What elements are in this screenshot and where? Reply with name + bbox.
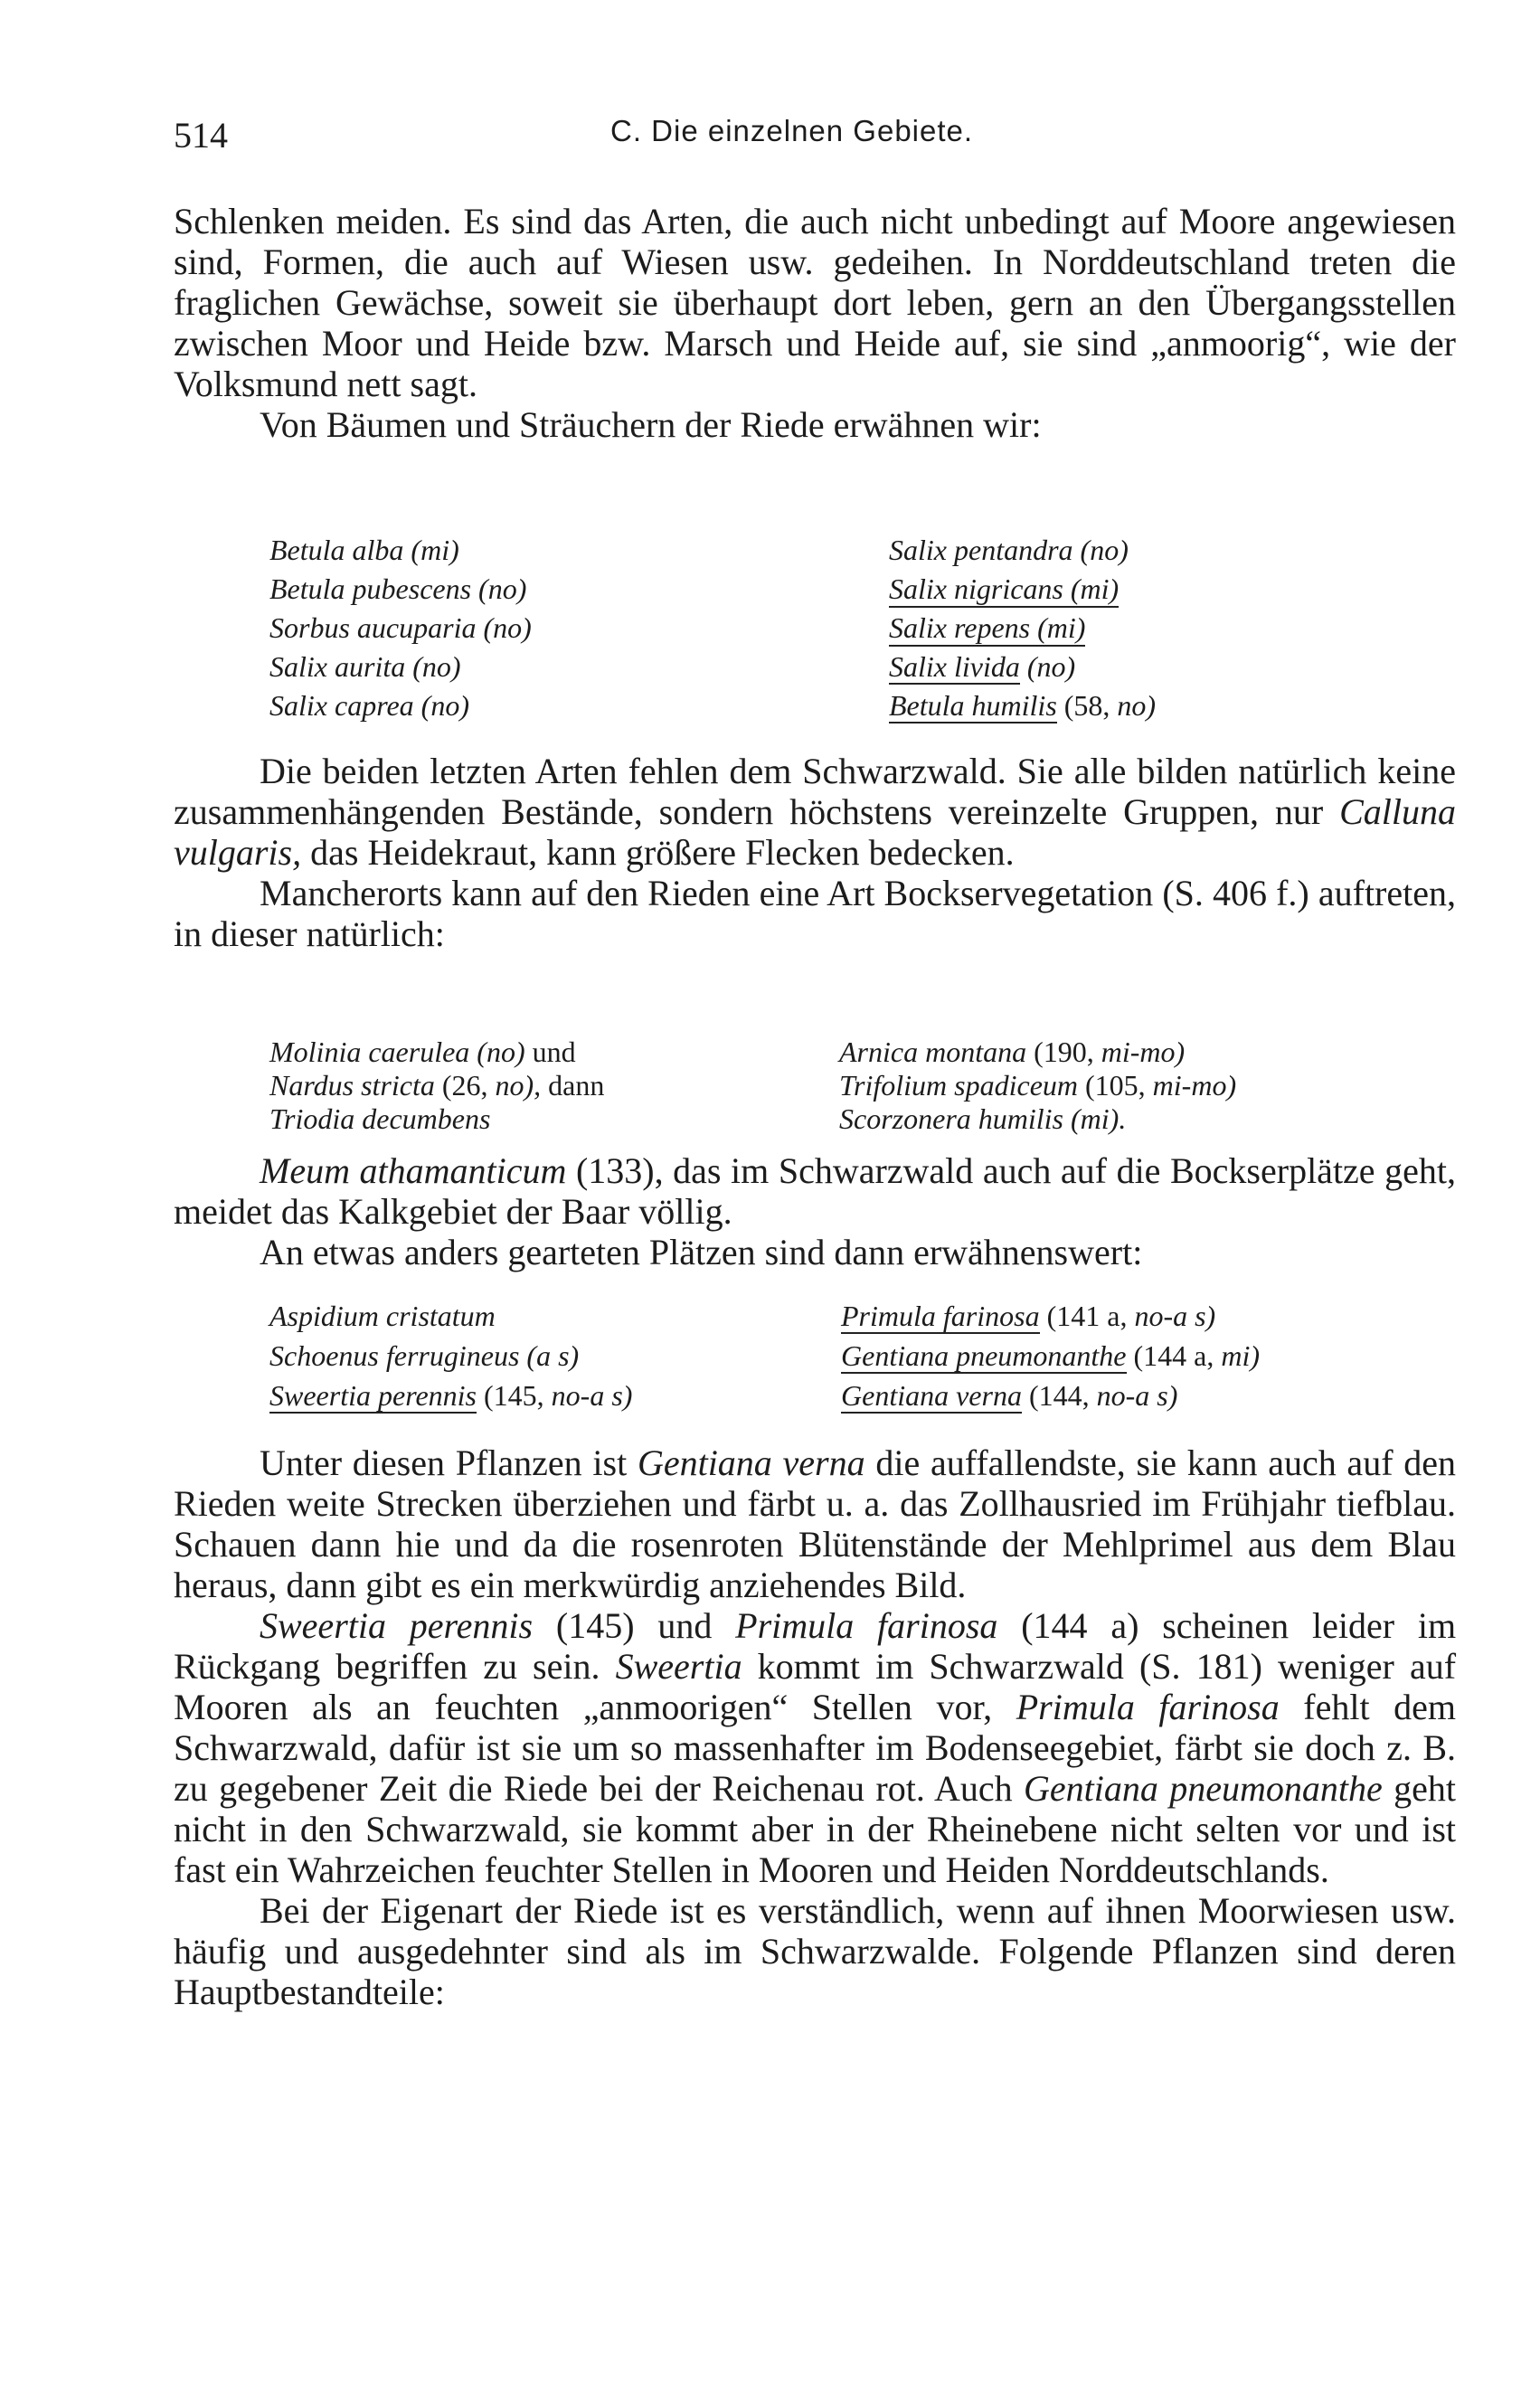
species-item: Gentiana pneumonanthe (144 a, mi) [841,1339,1261,1372]
species-list-other [269,1300,1445,1419]
paragraph: Die beiden letzten Arten fehlen dem Schwarzwald. Sie alle bilden natürlich keine zusammenhängenden Bestände, sondern höchstens vereinzelte Gruppen, nur Calluna vulgaris, das Heidekraut, kann größere Flecken bedecken. [174,751,1457,873]
species-item: Salix nigricans (mi) [889,572,1119,608]
species-item: Gentiana verna (144, no-a s) [841,1379,1178,1412]
page-header [174,114,1449,168]
paragraph: Schlenken meiden. Es sind das Arten, die auch nicht unbedingt auf Moore angewiesen sind, Formen, die auch auf Wiesen usw. gedeihen. In Norddeutschland treten die fraglichen Gewächse, soweit sie überhaupt dort leben, gern an den Übergangsstellen zwischen Moor und Heide bzw. Marsch und Heide auf, sie sind „anmoorig“, wie der Volksmund nett sagt. [174,201,1456,404]
paragraph-block-2 [174,751,1456,954]
species-item: Betula humilis (58, no) [889,689,1157,722]
list-row [269,1036,1445,1069]
list-row [269,1102,1445,1136]
species-item: Betula alba (mi) [269,534,459,566]
species-item: Betula pubescens (no) [269,572,527,605]
paragraph: Meum athamanticum (133), das im Schwarzwald auch auf die Bockserplätze geht, meidet das Kalkgebiet der Baar völlig. [174,1150,1456,1232]
list-row [269,1069,1445,1102]
species-item: Aspidium cristatum [269,1300,496,1332]
species-item: Salix livida (no) [889,650,1076,683]
species-item: Nardus stricta (26, no), dann [269,1069,605,1102]
paragraph: Sweertia perennis (145) und Primula farinosa (144 a) scheinen leider im Rückgang begriffen zu sein. Sweertia kommt im Schwarzwald (S. 181) weniger auf Mooren als an feuchten „anmoorigen“ Stellen vor, Primula farinosa fehlt dem Schwarzwald, dafür ist sie um so massenhafter im Bodenseegebiet, färbt sie doch z. B. zu gegebener Zeit die Riede bei der Reichenau rot. Auch Gentiana pneumonanthe geht nicht in den Schwarzwald, sie kommt aber in der Rheinebene nicht selten vor und ist fast ein Wahrzeichen feuchter Stellen in Mooren und Heiden Norddeutschlands. [174,1605,1457,1890]
species-item: Arnica montana (190, mi-mo) [839,1036,1186,1068]
paragraph-block-1 [174,201,1456,445]
list-row [269,1339,1445,1379]
list-row [269,1300,1445,1339]
species-item: Salix pentandra (no) [889,534,1129,566]
species-item: Trifolium spadiceum (105, mi-mo) [839,1069,1237,1102]
species-item: Salix repens (mi) [889,611,1085,647]
page-number: 514 [174,115,228,156]
list-row [269,689,1445,728]
running-title: C. Die einzelnen Gebiete. [610,114,974,147]
species-item: Molinia caerulea (no) und [269,1036,576,1068]
species-item: Triodia decumbens [269,1102,491,1135]
species-item: Scorzonera humilis (mi). [839,1102,1127,1135]
list-row [269,572,1445,611]
paragraph: An etwas anders gearteten Plätzen sind dann erwähnenswert: [260,1232,1143,1272]
list-row [269,650,1445,689]
species-item: Sorbus aucuparia (no) [269,611,532,644]
species-list-bockser [269,1036,1445,1136]
list-row [269,611,1445,650]
list-row [269,1379,1445,1419]
list-row [269,534,1445,572]
paragraph: Mancherorts kann auf den Rieden eine Art Bockservegetation (S. 406 f.) auftreten, in dieser natürlich: [174,873,1456,954]
species-item: Sweertia perennis (145, no-a s) [269,1379,633,1412]
paragraph-block-3 [174,1150,1456,1272]
species-item: Primula farinosa (141 a, no-a s) [841,1300,1216,1332]
species-item: Salix caprea (no) [269,689,469,722]
species-item: Schoenus ferrugineus (a s) [269,1339,580,1372]
paragraph: Bei der Eigenart der Riede ist es verständlich, wenn auf ihnen Moorwiesen usw. häufig und ausgedehnter sind als im Schwarzwalde. Folgende Pflanzen sind deren Hauptbestandteile: [174,1890,1456,2012]
paragraph: Von Bäumen und Sträuchern der Riede erwähnen wir: [260,404,1042,445]
paragraph-block-4 [174,1442,1456,2012]
species-item: Salix aurita (no) [269,650,461,683]
species-list-trees [269,534,1445,728]
paragraph: Unter diesen Pflanzen ist Gentiana verna die auffallendste, sie kann auch auf den Rieden weite Strecken überziehen und färbt u. a. das Zollhausried im Frühjahr tiefblau. Schauen dann hie und da die rosenroten Blütenstände der Mehlprimel aus dem Blau heraus, dann gibt es ein merkwürdig anziehendes Bild. [174,1442,1456,1605]
